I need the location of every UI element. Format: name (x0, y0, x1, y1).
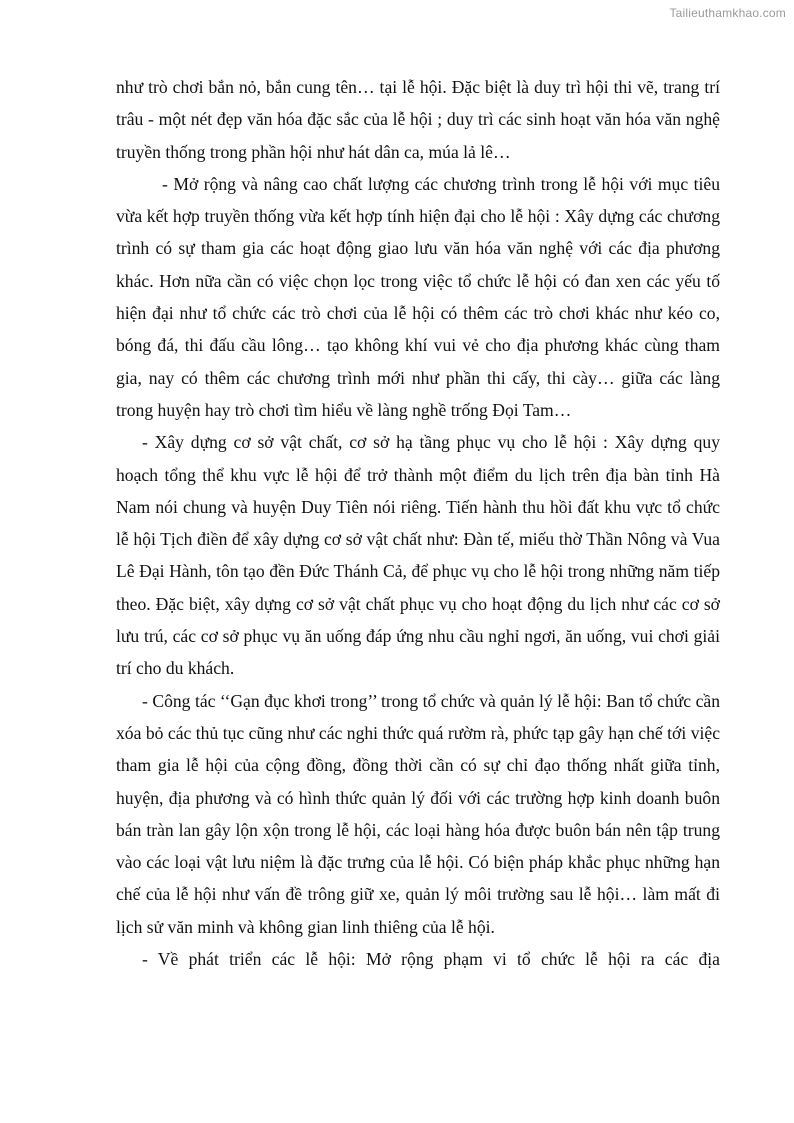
watermark: Tailieuthamkhao.com (669, 6, 786, 20)
document-body (116, 71, 720, 975)
paragraph-continuation: như trò chơi bắn nỏ, bắn cung tên… tại lễ hội. Đặc biệt là duy trì hội thi vẽ, trang trí trâu - một nét đẹp văn hóa đặc sắc của lễ hội ; duy trì các sinh hoạt văn hóa văn nghệ truyền thống trong phần hội như hát dân ca, múa lả lê… (116, 77, 720, 162)
paragraph-development: - Về phát triển các lễ hội: Mở rộng phạm vi tổ chức lễ hội ra các địa (142, 949, 720, 970)
paragraph-management: - Công tác ‘‘Gạn đục khơi trong’’ trong tổ chức và quản lý lễ hội: Ban tổ chức cần xóa bỏ các thủ tục cũng như các nghi thức quá rườm rà, phức tạp gây hạn chế tới việc tham gia lễ hội của cộng đồng, đồng thời cần có sự chỉ đạo thống nhất giữa tỉnh, huyện, địa phương và có hình thức quản lý đối với các trường hợp kinh doanh buôn bán tràn lan gây lộn xộn trong lễ hội, các loại hàng hóa được buôn bán nên tập trung vào các loại vật lưu niệm là đặc trưng của lễ hội. Có biện pháp khắc phục những hạn chế của lễ hội như vấn đề trông giữ xe, quản lý môi trường sau lễ hội… làm mất đi lịch sử văn minh và không gian linh thiêng của lễ hội. (116, 690, 720, 937)
paragraph-expand-programs: - Mở rộng và nâng cao chất lượng các chương trình trong lễ hội với mục tiêu vừa kết hợp truyền thống vừa kết hợp tính hiện đại cho lễ hội : Xây dựng các chương trình có sự tham gia các hoạt động giao lưu văn hóa văn nghệ với các địa phương khác. Hơn nữa cần có việc chọn lọc trong việc tổ chức lễ hội có đan xen các yếu tố hiện đại như tổ chức các trò chơi của lễ hội có thêm các trò chơi khác như kéo co, bóng đá, thi đấu cầu lông… tạo không khí vui vẻ cho địa phương khác cùng tham gia, nay có thêm các chương trình mới như phần thi cấy, thi cày… giữa các làng trong huyện hay trò chơi tìm hiểu về làng nghề trống Đọi Tam… (116, 173, 720, 420)
paragraph-infrastructure: - Xây dựng cơ sở vật chất, cơ sở hạ tầng phục vụ cho lễ hội : Xây dựng quy hoạch tổng thể khu vực lễ hội để trở thành một điểm du lịch trên địa bàn tỉnh Hà Nam nói chung và huyện Duy Tiên nói riêng. Tiến hành thu hồi đất khu vực tổ chức lễ hội Tịch điền để xây dựng cơ sở vật chất như: Đàn tế, miếu thờ Thần Nông và Vua Lê Đại Hành, tôn tạo đền Đức Thánh Cả, để phục vụ cho lễ hội trong những năm tiếp theo. Đặc biệt, xây dựng cơ sở vật chất phục vụ cho hoạt động du lịch như các cơ sở lưu trú, các cơ sở phục vụ ăn uống đáp ứng nhu cầu nghỉ ngơi, ăn uống, vui chơi giải trí cho du khách. (116, 432, 720, 679)
